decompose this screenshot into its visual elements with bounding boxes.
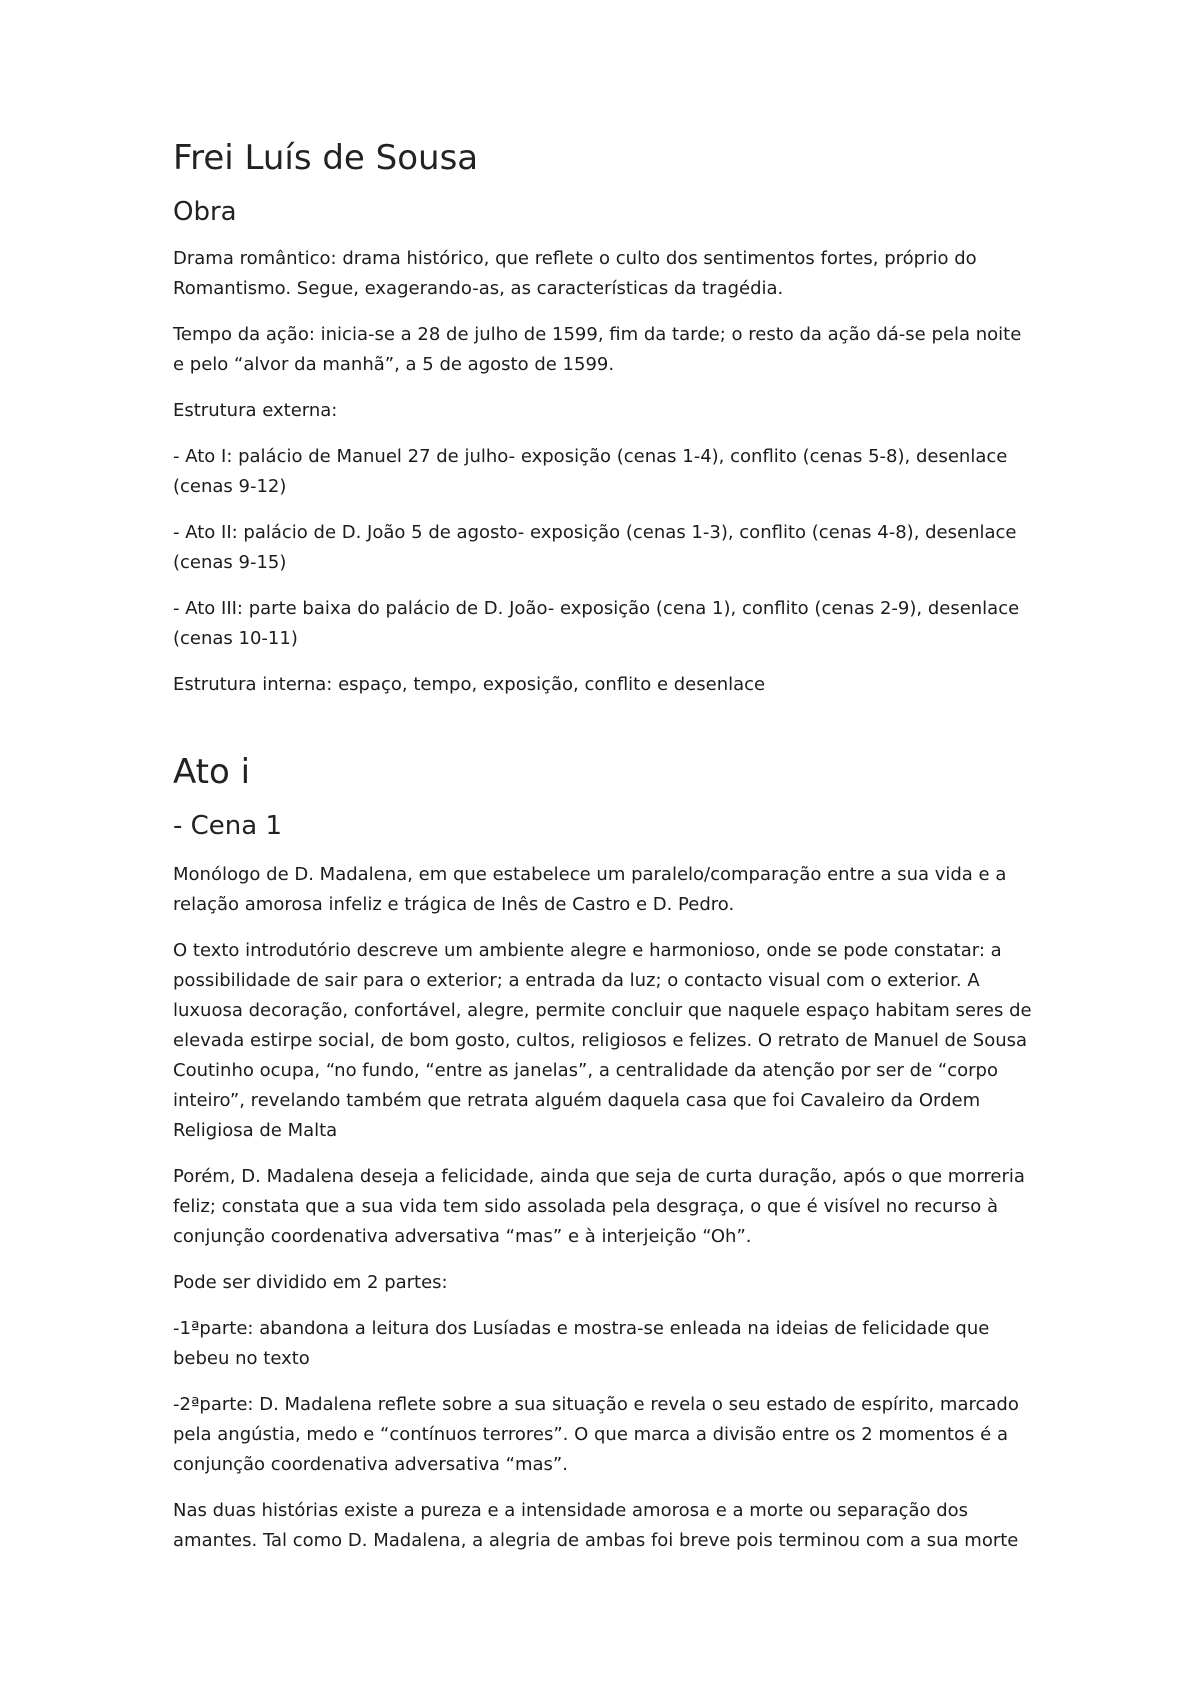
list-item-ato-3: - Ato III: parte baixa do palácio de D. João- exposição (cena 1), conflito (cenas 2-9), desenlace (cenas 10-11) <box>173 597 1020 649</box>
paragraph-drama: Drama romântico: drama histórico, que reflete o culto dos sentimentos fortes, próprio do Romantismo. Segue, exagerando-as, as características da tragédia. <box>173 247 977 299</box>
subsection-heading-cena-1: - Cena 1 <box>173 810 283 841</box>
paragraph-monologo: Monólogo de D. Madalena, em que estabelece um paralelo/comparação entre a sua vida e a relação amorosa infeliz e trágica de Inês de Castro e D. Pedro. <box>173 863 1007 915</box>
document-title: Frei Luís de Sousa <box>173 138 479 178</box>
paragraph-estrutura-interna: Estrutura interna: espaço, tempo, exposição, conflito e desenlace <box>173 673 766 695</box>
paragraph-divisao: Pode ser dividido em 2 partes: <box>173 1271 448 1293</box>
paragraph-duas-historias: Nas duas histórias existe a pureza e a intensidade amorosa e a morte ou separação dos amantes. Tal como D. Madalena, a alegria de ambas foi breve pois terminou com a sua morte <box>173 1499 1019 1551</box>
paragraph-tempo-acao: Tempo da ação: inicia-se a 28 de julho de 1599, fim da tarde; o resto da ação dá-se pela noite e pelo “alvor da manhã”, a 5 de agosto de 1599. <box>173 323 1022 375</box>
list-item-parte-1: -1ªparte: abandona a leitura dos Lusíadas e mostra-se enleada na ideias de felicidade que bebeu no texto <box>173 1317 990 1369</box>
list-item-parte-2: -2ªparte: D. Madalena reflete sobre a sua situação e revela o seu estado de espírito, marcado pela angústia, medo e “contínuos terrores”. O que marca a divisão entre os 2 momentos é a conjunção coordenativa adversativa “mas”. <box>173 1393 1019 1475</box>
paragraph-estrutura-externa: Estrutura externa: <box>173 399 338 421</box>
list-item-ato-1: - Ato I: palácio de Manuel 27 de julho- exposição (cenas 1-4), conflito (cenas 5-8), desenlace (cenas 9-12) <box>173 445 1008 497</box>
paragraph-texto-introdutorio: O texto introdutório descreve um ambiente alegre e harmonioso, onde se pode constatar: a possibilidade de sair para o exterior; a entrada da luz; o contacto visual com o exterior. A luxuosa decoração, confortável, alegre, permite concluir que naquele espaço habitam seres de elevada estirpe social, de bom gosto, cultos, religiosos e felizes. O retrato de Manuel de Sousa Coutinho ocupa, “no fundo, “entre as janelas”, a centralidade da atenção por ser de “corpo inteiro”, revelando também que retrata alguém daquela casa que foi Cavaleiro da Ordem Religiosa de Malta <box>173 939 1032 1141</box>
document-page <box>173 138 1033 1556</box>
section-heading-obra: Obra <box>173 196 237 227</box>
section-heading-ato-i: Ato i <box>173 751 251 792</box>
paragraph-felicidade: Porém, D. Madalena deseja a felicidade, ainda que seja de curta duração, após o que morreria feliz; constata que a sua vida tem sido assolada pela desgraça, o que é visível no recurso à conjunção coordenativa adversativa “mas” e à interjeição “Oh”. <box>173 1165 1025 1247</box>
list-item-ato-2: - Ato II: palácio de D. João 5 de agosto- exposição (cenas 1-3), conflito (cenas 4-8), desenlace (cenas 9-15) <box>173 521 1017 573</box>
